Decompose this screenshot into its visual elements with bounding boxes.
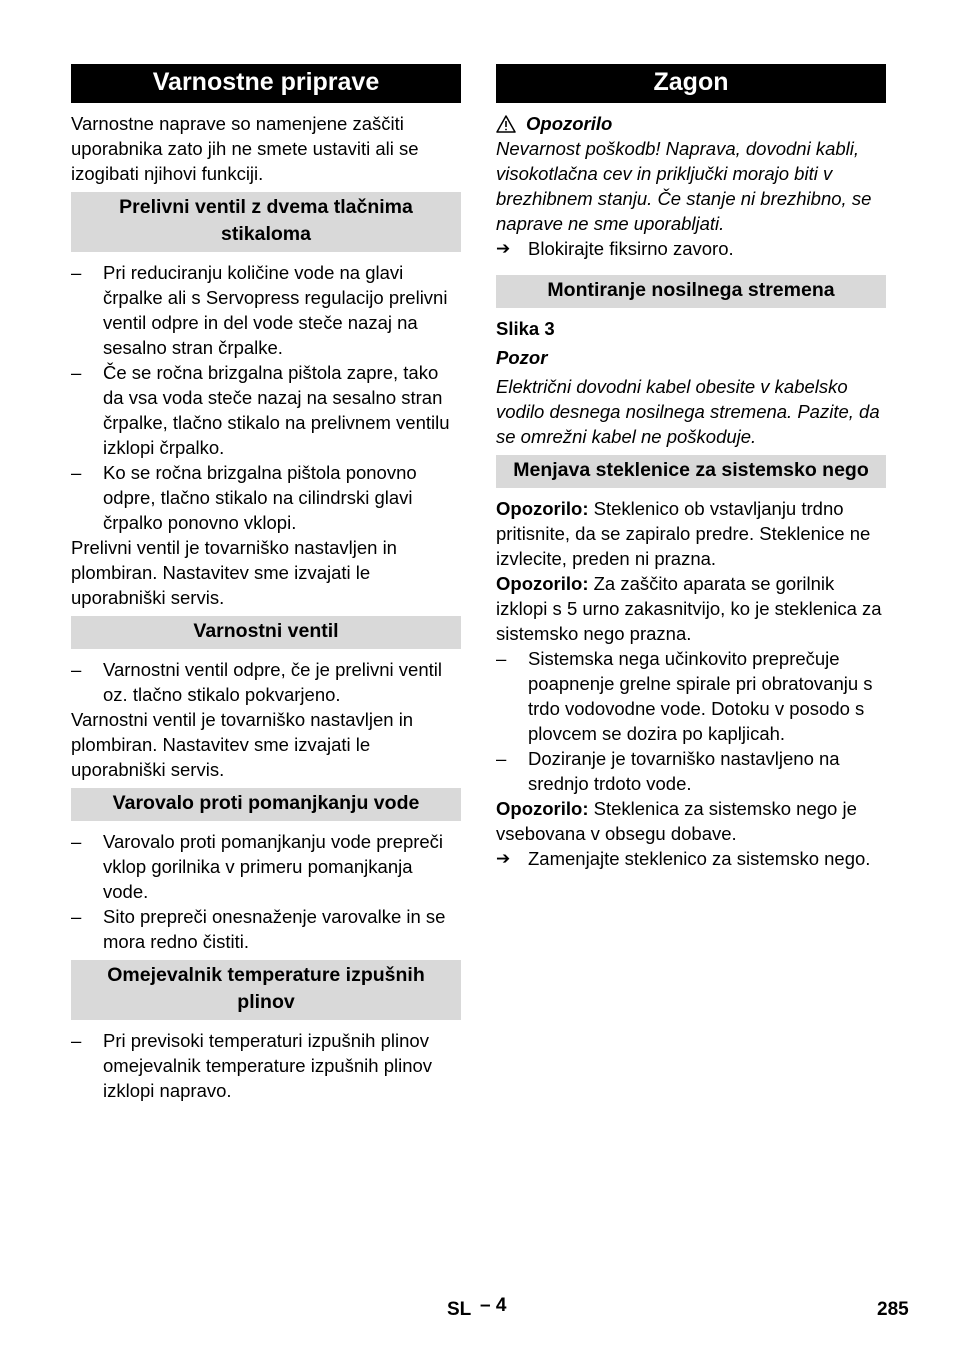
list-item: – Sistemska nega učinkovito preprečuje poapnenje grelne spirale pri obratovanju s trdo vodovodne vode. Dotoku v posodo s plovcem se dozira po kapljicah.: [496, 648, 873, 744]
right-column: [496, 64, 886, 871]
bullet-dash: –: [71, 262, 82, 283]
bullet-dash: –: [71, 659, 82, 680]
list-item: – Pri reduciranju količine vode na glavi črpalke ali s Servopress regulacijo prelivni ventil odpre in del vode steče nazaj na sesalno stran črpalke.: [71, 262, 448, 358]
list-item: – Sito prepreči onesnaženje varovalke in se mora redno čistiti.: [71, 906, 446, 952]
note-paragraph: Opozorilo: Steklenica za sistemsko nego je vsebovana v obsegu dobave.: [496, 798, 857, 844]
bullet-dash: –: [71, 1030, 82, 1051]
overflow-valve-note: Prelivni ventil je tovarniško nastavljen in plombiran. Nastavitev sme izvajati le uporabniški servis.: [71, 537, 397, 608]
arrow-right-icon: ➔: [496, 239, 511, 258]
safety-valve-note: Varnostni ventil je tovarniško nastavljen in plombiran. Nastavitev sme izvajati le uporabniški servis.: [71, 709, 414, 780]
heading-exhaust-limiter: Omejevalnik temperature izpušnih plinov: [71, 960, 461, 1020]
note-paragraph: Opozorilo: Za zaščito aparata se gorilnik izklopi s 5 urno zakasnitvijo, ko je steklenica za sistemsko nego prazna.: [496, 573, 882, 644]
list-item: – Pri previsoki temperaturi izpušnih plinov omejevalnik temperature izpušnih plinov izklopi napravo.: [71, 1030, 433, 1101]
heading-safety-valve: Varnostni ventil: [71, 616, 461, 649]
list-item: – Varovalo proti pomanjkanju vode prepreči vklop gorilnika v primeru pomanjkanja vode.: [71, 831, 444, 902]
section-title-startup: Zagon: [496, 64, 886, 103]
list-item: – Doziranje je tovarniško nastavljeno na srednjo trdoto vode.: [496, 748, 840, 794]
bullet-dash: –: [71, 362, 82, 383]
arrow-right-icon: ➔: [496, 849, 511, 868]
instruction-step: ➔ Zamenjajte steklenico za sistemsko nego.: [496, 848, 871, 869]
list-item: – Če se ročna brizgalna pištola zapre, tako da vsa voda steče nazaj na sesalno stran črpalke, tlačno stikalo na prelivnem ventilu izklopi črpalko.: [71, 362, 450, 458]
figure-reference: Slika 3: [496, 318, 555, 339]
footer-page-number: 285: [877, 1299, 909, 1320]
warning-header: [496, 111, 886, 136]
heading-mounting-bracket: Montiranje nosilnega stremena: [496, 275, 886, 308]
warning-triangle-icon: [496, 115, 516, 133]
safety-intro: Varnostne naprave so namenjene zaščiti uporabnika zato jih ne smete ustaviti ali se izogibati njihovi funkciji.: [71, 113, 419, 184]
bullet-dash: –: [71, 906, 82, 927]
bullet-dash: –: [496, 648, 507, 669]
caution-text: Električni dovodni kabel obesite v kabelsko vodilo desnega nosilnega stremena. Pazite, da se omrežni kabel ne poškoduje.: [496, 376, 880, 447]
footer-language: SL: [447, 1299, 472, 1320]
instruction-step: ➔ Blokirajte fiksirno zavoro.: [496, 238, 734, 259]
bullet-dash: –: [71, 462, 82, 483]
footer-section-page: – 4: [480, 1295, 507, 1316]
warning-label: Opozorilo: [526, 113, 613, 134]
note-paragraph: Opozorilo: Steklenico ob vstavljanju trdno pritisnite, da se zapiralo predre. Steklenice ne izvlecite, preden ni prazna.: [496, 498, 871, 569]
caution-label: Pozor: [496, 347, 548, 368]
warning-text: Nevarnost poškodb! Naprava, dovodni kabli, visokotlačna cev in priključki morajo biti v brezhibnem stanju. Če stanje ni brezhibno, se naprave ne sme uporabljati.: [496, 138, 872, 234]
list-item: – Varnostni ventil odpre, če je prelivni ventil oz. tlačno stikalo pokvarjeno.: [71, 659, 442, 705]
heading-water-shortage: Varovalo proti pomanjkanju vode: [71, 788, 461, 821]
heading-care-bottle: Menjava steklenice za sistemsko nego: [496, 455, 886, 488]
section-title-safety: Varnostne priprave: [71, 64, 461, 103]
list-item: – Ko se ročna brizgalna pištola ponovno odpre, tlačno stikalo na cilindrski glavi črpalko ponovno vklopi.: [71, 462, 417, 533]
bullet-dash: –: [496, 748, 507, 769]
left-column: [71, 64, 461, 1103]
bullet-dash: –: [71, 831, 82, 852]
heading-overflow-valve: Prelivni ventil z dvema tlačnima stikaloma: [71, 192, 461, 252]
